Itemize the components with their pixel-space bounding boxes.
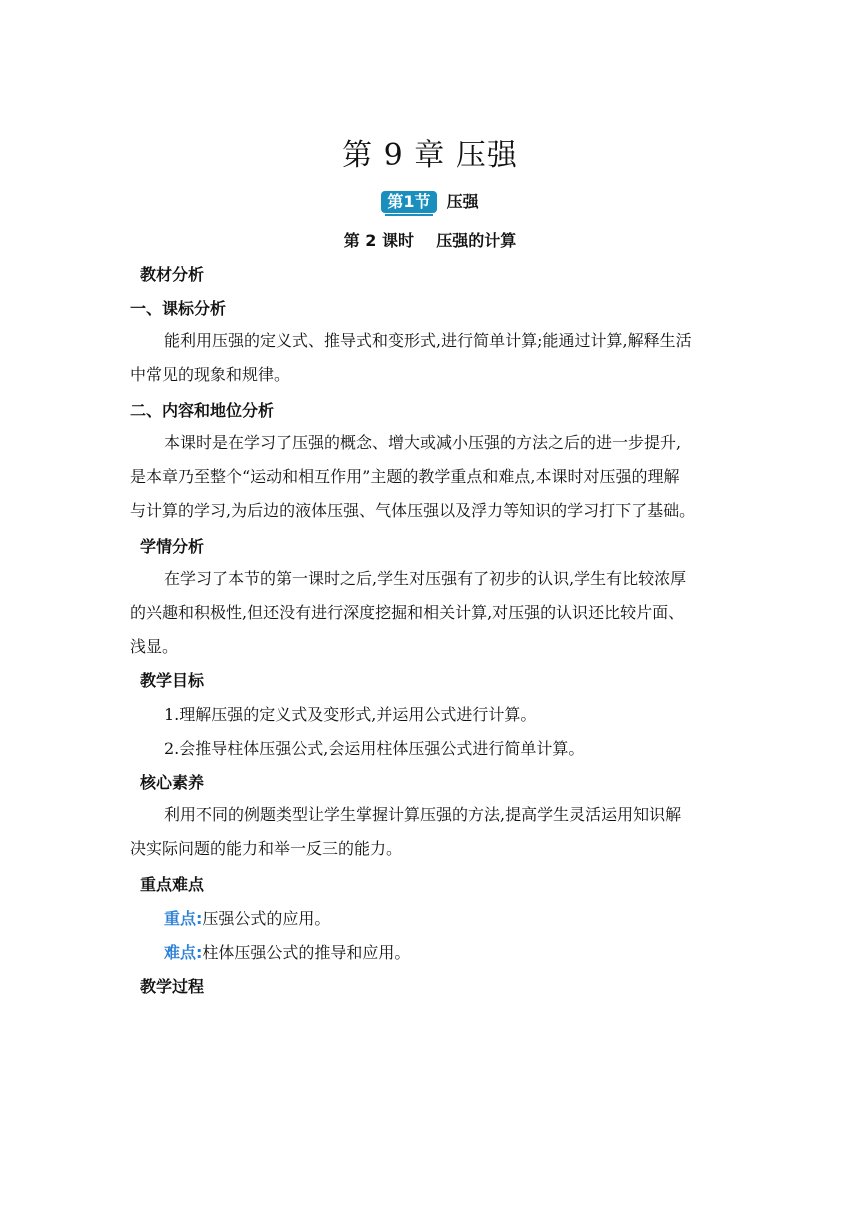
material-analysis-heading: 教材分析 — [140, 265, 205, 284]
key-point-text: 压强公式的应用。 — [202, 909, 331, 928]
lesson-title: 第 2 课时 压强的计算 — [343, 231, 517, 250]
paragraph-line: 能利用压强的定义式、推导式和变形式,进行简单计算;能通过计算,解释生活 — [164, 331, 692, 350]
process-heading: 教学过程 — [140, 977, 205, 996]
core-literacy-heading: 核心素养 — [140, 773, 205, 792]
paragraph-line: 与计算的学习,为后边的液体压强、气体压强以及浮力等知识的学习打下了基础。 — [130, 501, 696, 520]
paragraph-line: 在学习了本节的第一课时之后,学生对压强有了初步的认识,学生有比较浓厚 — [164, 569, 687, 588]
difficult-point-label: 难点: — [164, 943, 203, 962]
paragraph-line: 是本章乃至整个“运动和相互作用”主题的教学重点和难点,本课时对压强的理解 — [130, 467, 680, 486]
objective-item: 2.会推导柱体压强公式,会运用柱体压强公式进行简单计算。 — [164, 739, 585, 758]
paragraph-line: 中常见的现象和规律。 — [130, 365, 291, 384]
paragraph-line: 利用不同的例题类型让学生掌握计算压强的方法,提高学生灵活运用知识解 — [164, 805, 682, 824]
paragraph-line: 决实际问题的能力和举一反三的能力。 — [130, 839, 403, 858]
core-literacy-paragraph — [130, 798, 730, 866]
key-point-label: 重点: — [164, 909, 203, 928]
key-difficult-heading: 重点难点 — [140, 875, 205, 894]
section-badge: 第1节 — [381, 191, 436, 213]
difficult-point — [164, 940, 410, 966]
paragraph-line: 本课时是在学习了压强的概念、增大或减小压强的方法之后的进一步提升, — [164, 433, 682, 452]
chapter-title: 第 9 章 压强 — [342, 138, 518, 173]
student-analysis-paragraph — [130, 562, 730, 664]
key-point — [164, 906, 330, 932]
objective-item: 1.理解压强的定义式及变形式,并运用公式进行计算。 — [164, 705, 537, 724]
difficult-point-text: 柱体压强公式的推导和应用。 — [202, 943, 411, 962]
curriculum-heading: 一、课标分析 — [130, 299, 227, 318]
objectives-heading: 教学目标 — [140, 671, 205, 690]
content-position-paragraph — [130, 426, 730, 528]
section-header — [0, 186, 860, 218]
curriculum-paragraph — [130, 324, 730, 392]
paragraph-line: 的兴趣和积极性,但还没有进行深度挖掘和相关计算,对压强的认识还比较片面、 — [130, 603, 685, 622]
paragraph-line: 浅显。 — [130, 637, 179, 656]
student-analysis-heading: 学情分析 — [140, 537, 205, 556]
section-name: 压强 — [446, 192, 479, 211]
content-position-heading: 二、内容和地位分析 — [130, 401, 275, 420]
